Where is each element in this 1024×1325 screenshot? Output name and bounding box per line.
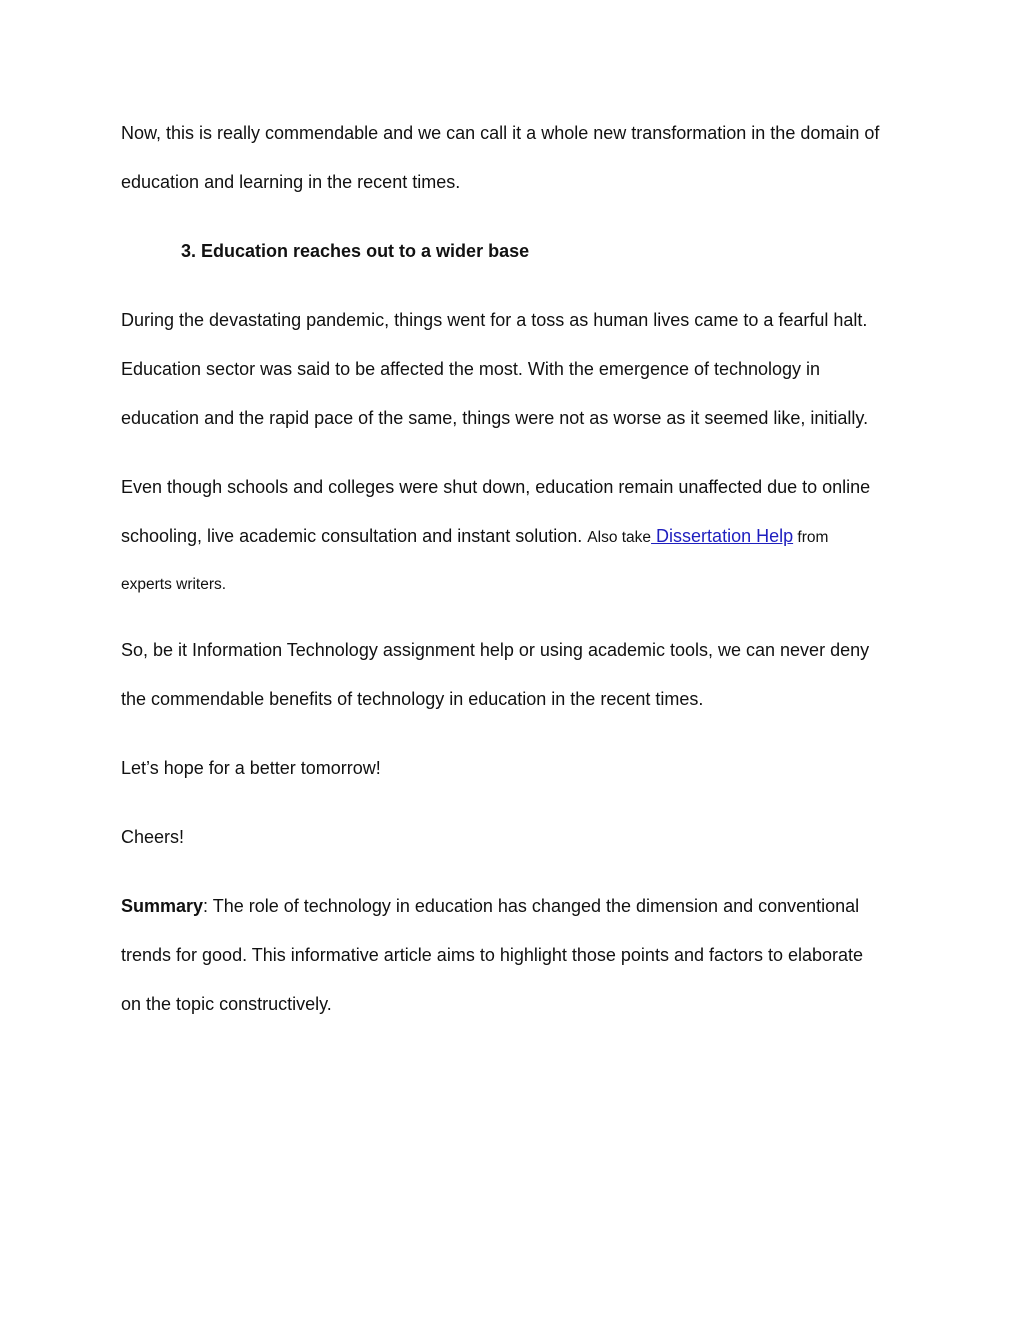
dissertation-help-link[interactable]: Dissertation Help (651, 526, 794, 546)
intro-line-2: education and learning in the recent times. (121, 172, 461, 192)
paragraph2-line-2-text: schooling, live academic consultation and instant solution. (121, 526, 588, 546)
summary-line-1 (121, 894, 859, 918)
paragraph3-line-2: the commendable benefits of technology in education in the recent times. (121, 689, 704, 709)
summary-line-3: on the topic constructively. (121, 994, 332, 1014)
paragraph2-line-3: experts writers. (121, 576, 227, 593)
paragraph1-line-2: Education sector was said to be affected the most. With the emergence of technology in (121, 359, 821, 379)
section-heading: 3. Education reaches out to a wider base (181, 241, 530, 261)
paragraph1-line-3: education and the rapid pace of the same, things were not as worse as it seemed like, initially. (121, 408, 869, 428)
summary-line-2: trends for good. This informative article aims to highlight those points and factors to elaborate (121, 945, 864, 965)
cheers-line: Cheers! (121, 827, 185, 847)
intro-line-1: Now, this is really commendable and we can call it a whole new transformation in the domain of (121, 123, 880, 143)
paragraph2-line-2 (121, 524, 828, 550)
hope-line: Let’s hope for a better tomorrow! (121, 758, 381, 778)
paragraph3-line-1: So, be it Information Technology assignment help or using academic tools, we can never deny (121, 640, 870, 660)
paragraph2-line-1: Even though schools and colleges were shut down, education remain unaffected due to online (121, 477, 871, 497)
paragraph1-line-1: During the devastating pandemic, things went for a toss as human lives came to a fearful halt. (121, 310, 868, 330)
paragraph2-also-take: Also take (587, 529, 652, 546)
summary-label: Summary (121, 896, 204, 916)
paragraph2-from: from (793, 529, 829, 546)
summary-line-1-text: : The role of technology in education has changed the dimension and conventional (203, 896, 860, 916)
